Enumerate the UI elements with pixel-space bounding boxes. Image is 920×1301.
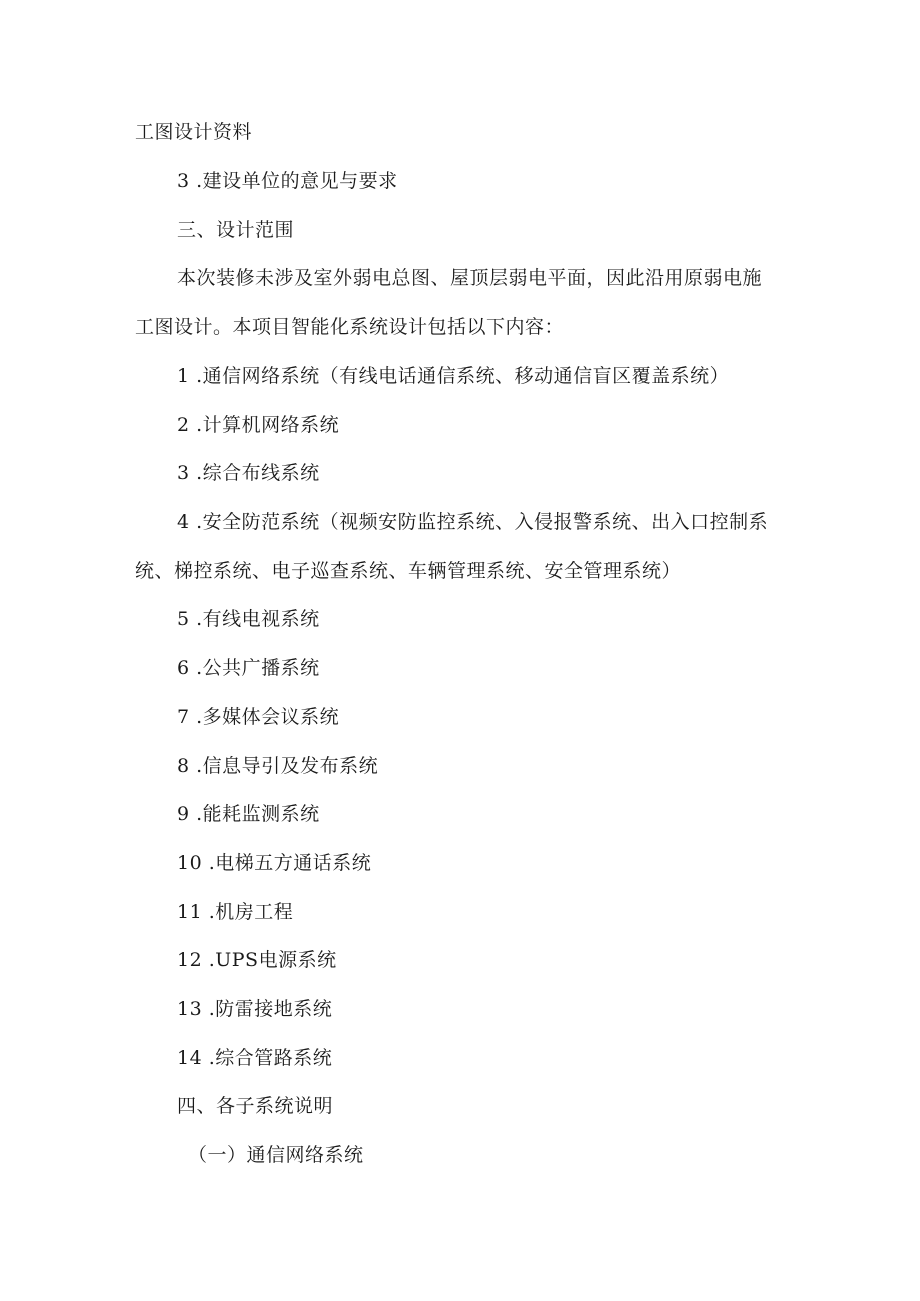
paragraph-line-1: 本次装修未涉及室外弱电总图、屋顶层弱电平面，因此沿用原弱电施 — [177, 267, 763, 289]
section-heading-subsystem-description: 四、各子系统说明 — [177, 1095, 334, 1117]
list-item-13-lightning-grounding: 13 .防雷接地系统 — [177, 998, 333, 1020]
list-item-3-cabling: 3 .综合布线系统 — [177, 462, 320, 484]
list-item-4-security-line-1: 4 .安全防范系统（视频安防监控系统、入侵报警系统、出入口控制系 — [177, 511, 769, 533]
text-line-continuation: 工图设计资料 — [135, 121, 253, 143]
list-item-2-computer-network: 2 .计算机网络系统 — [177, 414, 340, 436]
subsection-heading-communication-network: （一）通信网络系统 — [188, 1144, 364, 1166]
list-item-4-security-line-2: 统、梯控系统、电子巡查系统、车辆管理系统、安全管理系统） — [135, 560, 682, 582]
list-item-5-cable-tv: 5 .有线电视系统 — [177, 608, 320, 630]
list-item-7-multimedia-conference: 7 .多媒体会议系统 — [177, 706, 340, 728]
list-item-14-integrated-pipeline: 14 .综合管路系统 — [177, 1047, 333, 1069]
list-item-11-machine-room: 11 .机房工程 — [177, 901, 294, 923]
list-item-9-energy-monitoring: 9 .能耗监测系统 — [177, 803, 320, 825]
paragraph-line-2: 工图设计。本项目智能化系统设计包括以下内容： — [135, 316, 565, 338]
list-item-1-communication-network: 1 .通信网络系统（有线电话通信系统、移动通信盲区覆盖系统） — [177, 365, 730, 387]
list-item-12-ups-power: 12 .UPS电源系统 — [177, 949, 337, 971]
list-item-3-client-requirements: 3 .建设单位的意见与要求 — [177, 170, 398, 192]
list-item-8-information-guidance: 8 .信息导引及发布系统 — [177, 755, 379, 777]
list-item-10-elevator-intercom: 10 .电梯五方通话系统 — [177, 852, 372, 874]
list-item-6-public-broadcast: 6 .公共广播系统 — [177, 657, 320, 679]
section-heading-design-scope: 三、设计范围 — [177, 219, 295, 241]
